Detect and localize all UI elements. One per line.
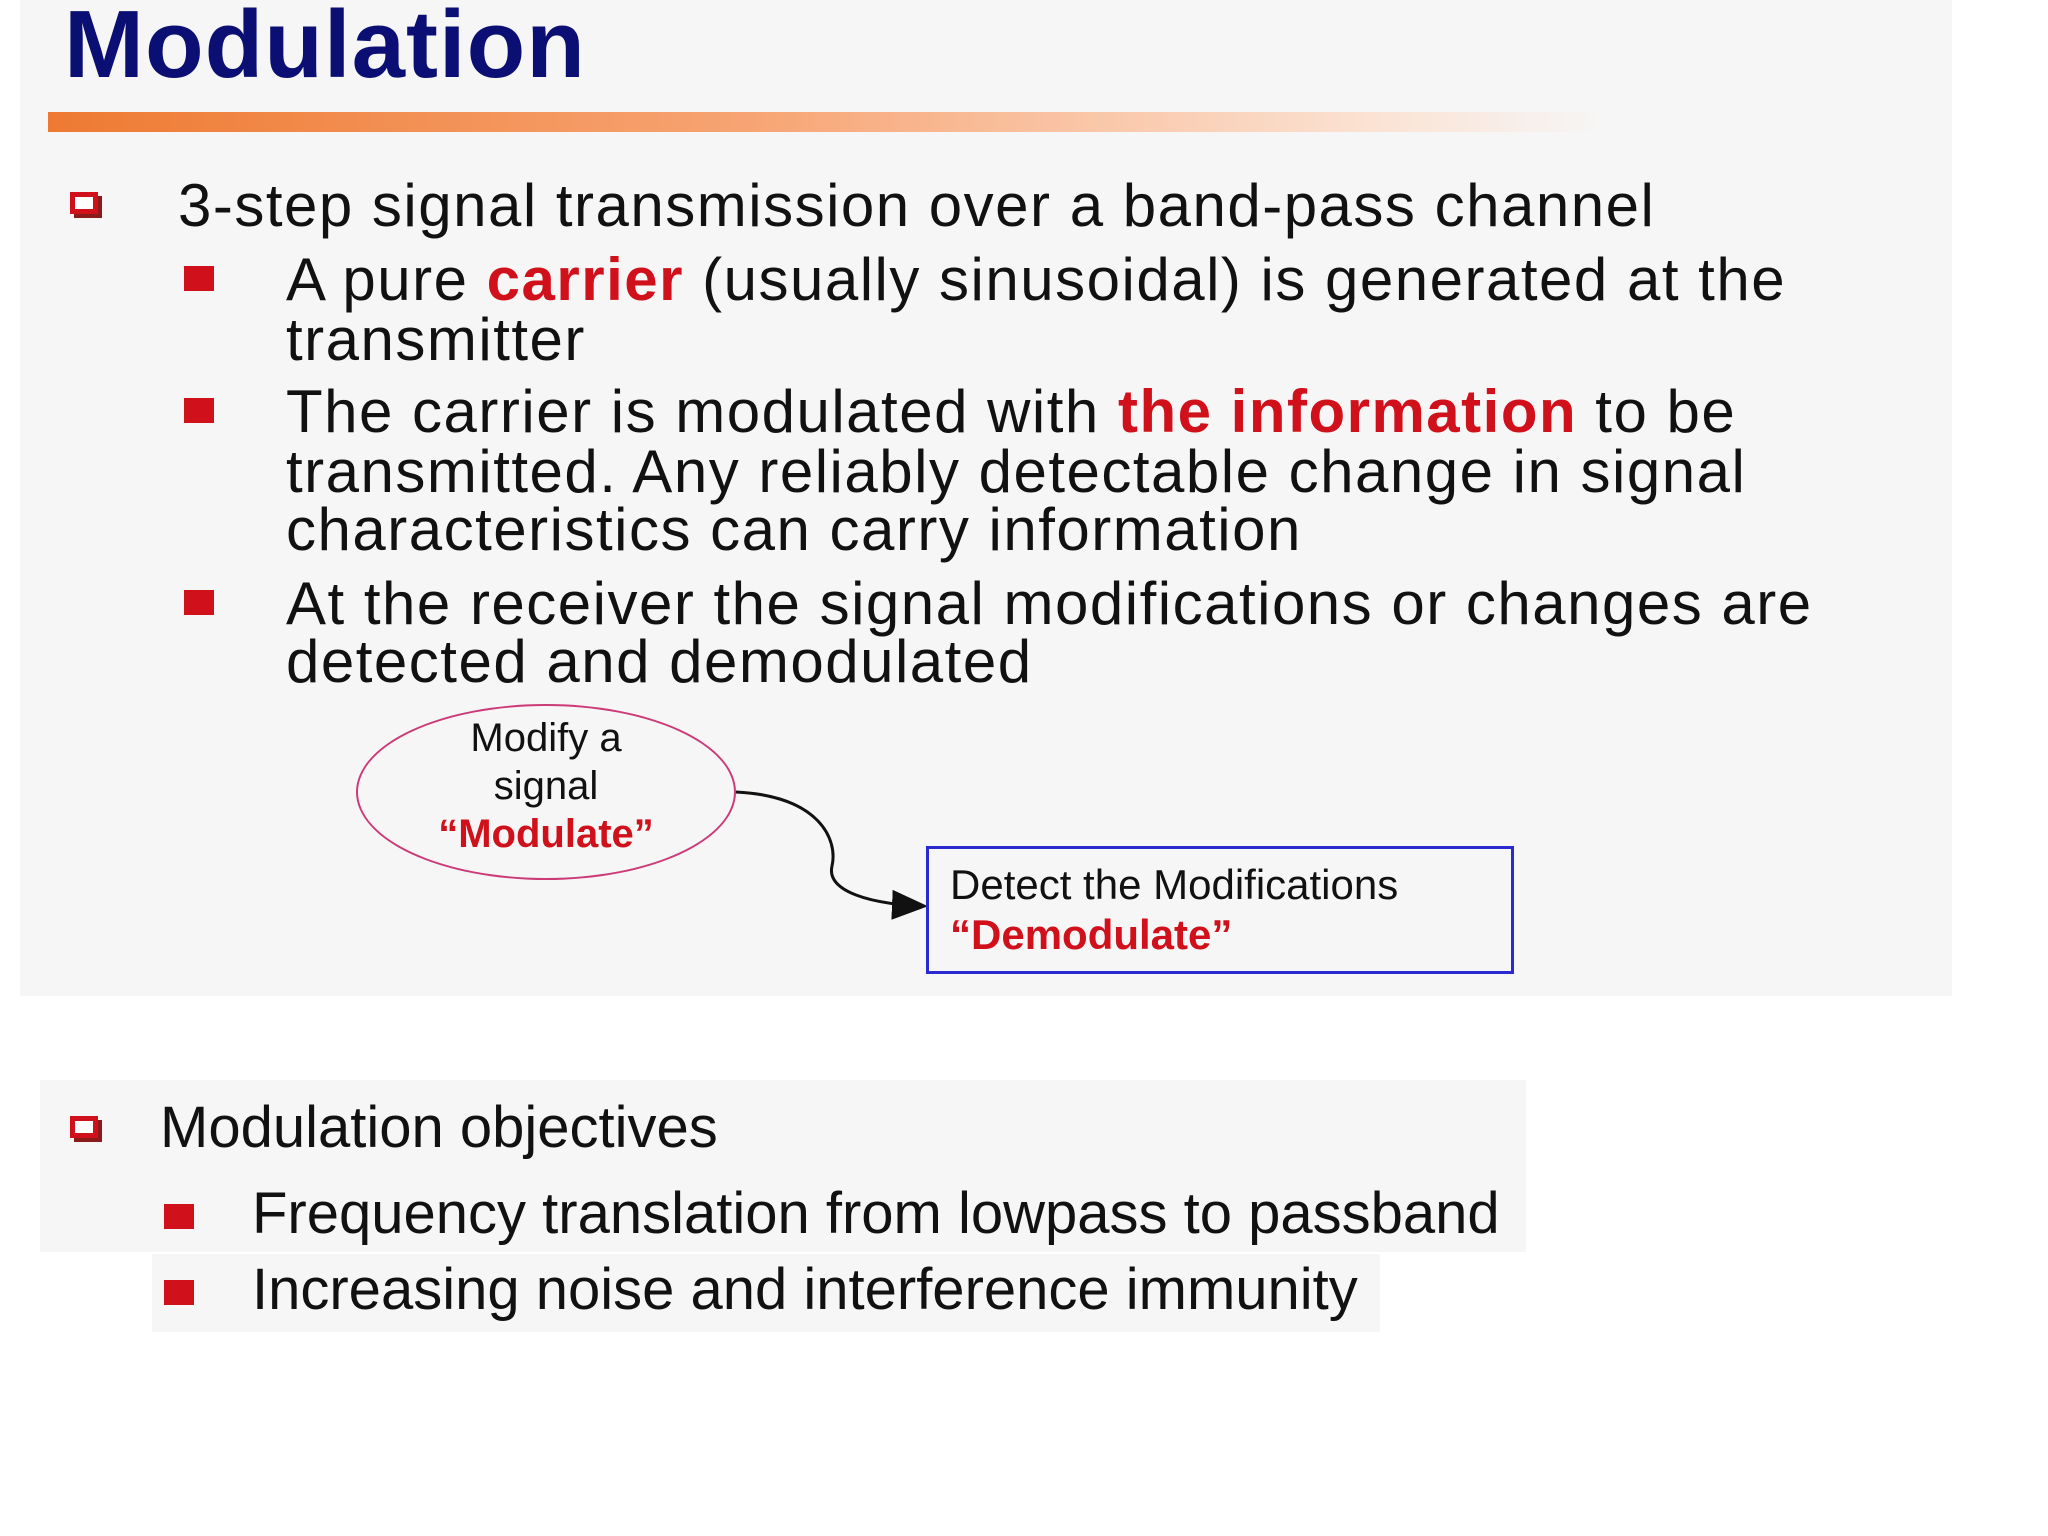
filled-square-bullet-icon xyxy=(184,590,214,615)
modulate-highlight: “Modulate” xyxy=(438,812,654,856)
ellipse-line: Modify a xyxy=(470,716,622,760)
title-underline xyxy=(48,112,1603,132)
highlight-text: carrier xyxy=(486,246,684,313)
bullet-text: At the receiver the signal modifications or changes are xyxy=(286,570,1813,637)
filled-square-bullet-icon xyxy=(184,398,214,423)
demodulate-highlight: “Demodulate” xyxy=(950,911,1233,958)
bullet-text xyxy=(286,378,1737,445)
hollow-square-bullet-icon xyxy=(70,1116,98,1138)
box-label xyxy=(950,860,1398,960)
filled-square-bullet-icon xyxy=(184,266,214,291)
bullet-text: transmitter xyxy=(286,306,586,373)
objective-item: Frequency translation from lowpass to passband xyxy=(252,1181,1500,1246)
text-fragment: The carrier is modulated with xyxy=(286,378,1118,445)
filled-square-bullet-icon xyxy=(164,1204,194,1229)
section-heading: 3-step signal transmission over a band-pass channel xyxy=(178,172,1656,239)
ellipse-label xyxy=(356,714,736,858)
bullet-text: characteristics can carry information xyxy=(286,496,1302,563)
objective-item: Increasing noise and interference immunity xyxy=(252,1257,1358,1322)
text-fragment: to be xyxy=(1577,378,1737,445)
bullet-text: transmitted. Any reliably detectable change in signal xyxy=(286,438,1747,505)
text-fragment: (usually sinusoidal) is generated at the xyxy=(683,246,1787,313)
hollow-square-bullet-icon xyxy=(70,192,98,214)
text-fragment: A pure xyxy=(286,246,487,313)
filled-square-bullet-icon xyxy=(164,1280,194,1305)
highlight-text: the information xyxy=(1117,378,1578,445)
ellipse-line: signal xyxy=(493,764,599,808)
bullet-text: detected and demodulated xyxy=(286,628,1033,695)
bullet-text xyxy=(286,246,1787,313)
box-line: Detect the Modifications xyxy=(950,861,1399,908)
slide-title: Modulation xyxy=(64,0,586,98)
section-heading: Modulation objectives xyxy=(160,1095,718,1160)
